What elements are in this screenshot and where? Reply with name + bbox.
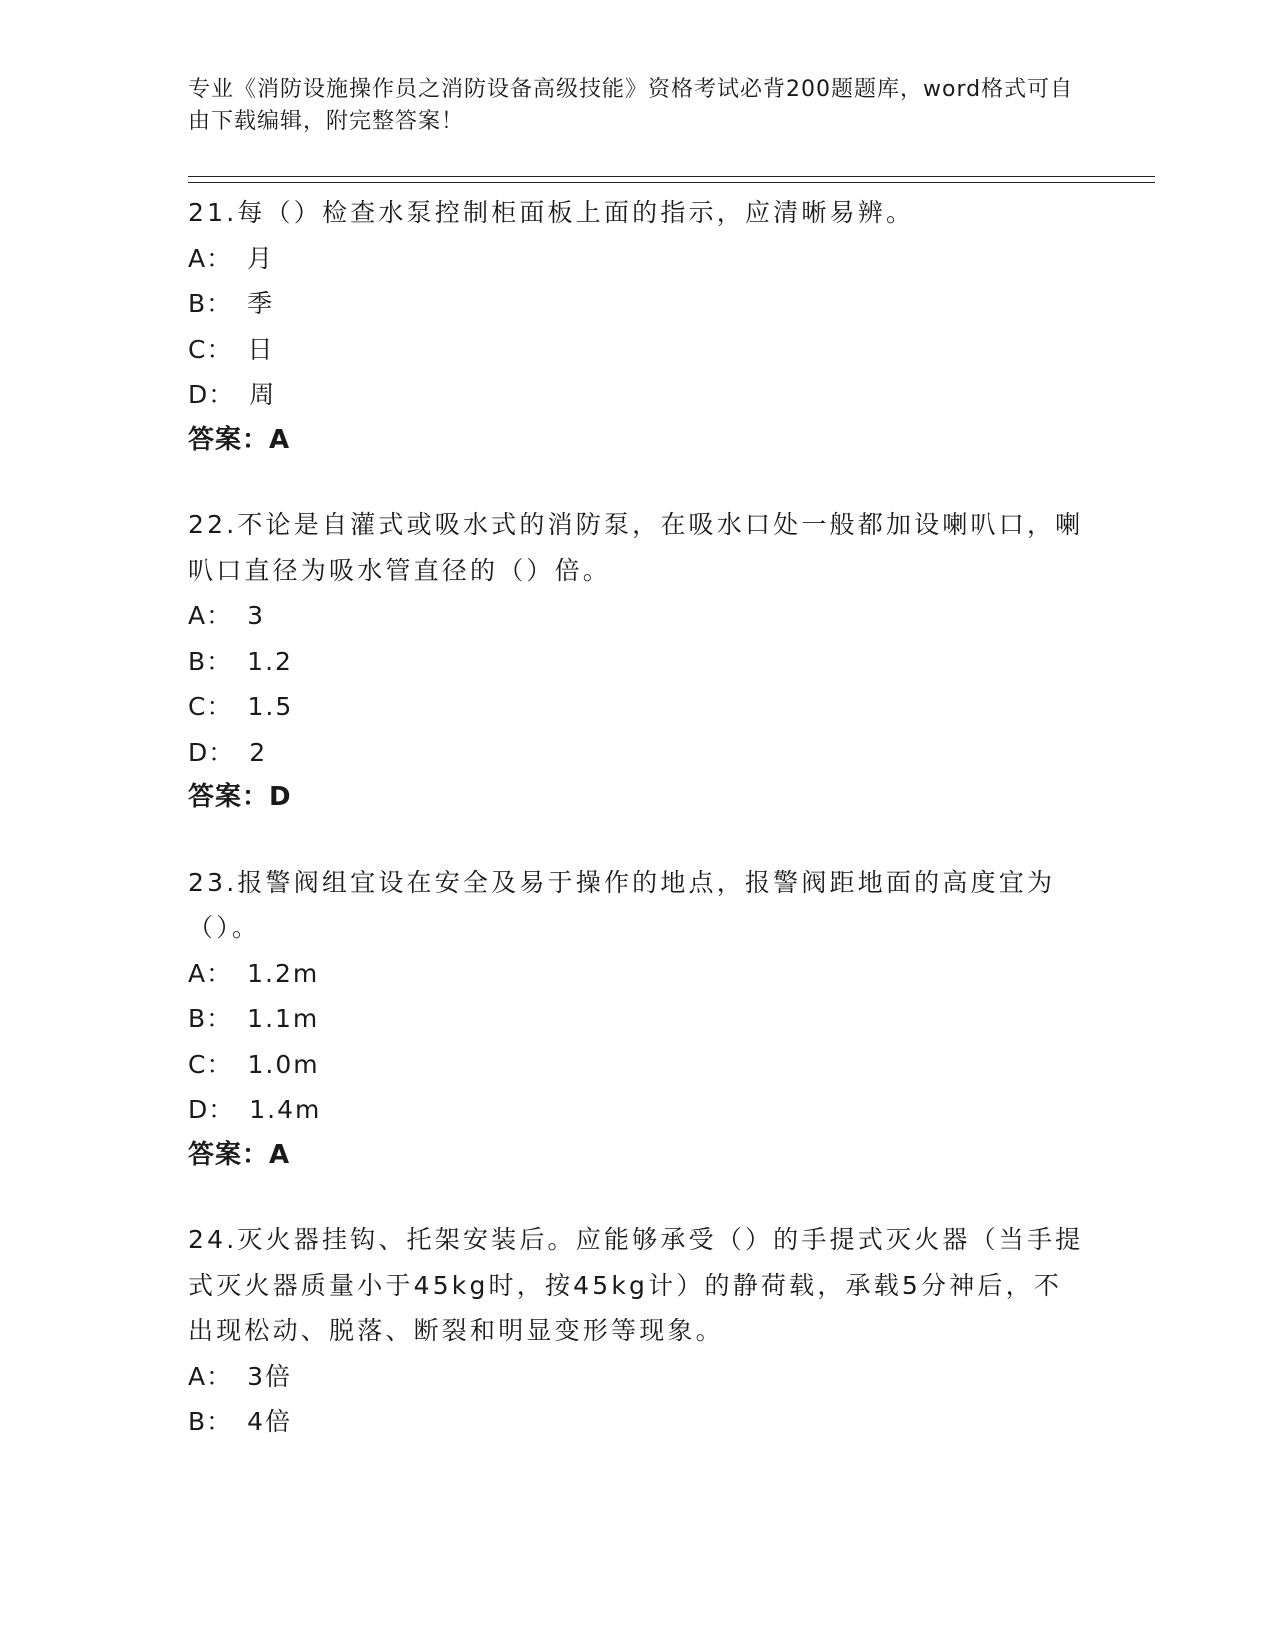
question-text: 23.报警阀组宜设在安全及易于操作的地点，报警阀距地面的高度宜为（）。	[188, 867, 1056, 942]
option-key: A	[188, 958, 207, 988]
question-text: 21.每（）检查水泵控制柜面板上面的指示，应清晰易辨。	[188, 198, 915, 227]
question-text: 22.不论是自灌式或吸水式的消防泵，在吸水口处一般都加设喇叭口，喇叭口直径为吸水管直径的（）倍。	[188, 510, 1084, 585]
option-value: 季	[247, 289, 275, 318]
option-d: D： 1.4m	[188, 1095, 322, 1124]
option-value: 1.5	[247, 692, 294, 721]
option-value: 1.1m	[247, 1004, 320, 1033]
option-key: A	[188, 1361, 207, 1391]
option-c: C： 1.0m	[188, 1049, 320, 1079]
option-a: A： 月	[188, 243, 275, 273]
question-21	[188, 190, 1088, 463]
option-key: B	[188, 1004, 207, 1033]
option-key: D	[188, 1095, 209, 1124]
option-value: 1.2m	[247, 958, 320, 988]
option-value: 3	[247, 601, 266, 630]
header-divider-top	[188, 176, 1155, 177]
option-b: B： 4倍	[188, 1407, 293, 1436]
option-d: D： 周	[188, 380, 277, 409]
answer-line	[188, 1133, 1088, 1179]
answer-value: A	[269, 1139, 291, 1170]
answer-value: D	[269, 782, 292, 812]
question-22	[188, 502, 1088, 821]
option-c: C： 1.5	[188, 692, 294, 721]
question-23	[188, 860, 1088, 1179]
option-value: 周	[249, 380, 277, 409]
option-b: B： 1.1m	[188, 1004, 320, 1033]
option-b: B： 季	[188, 289, 275, 318]
option-key: D	[188, 737, 209, 767]
option-key: D	[188, 380, 209, 409]
option-key: B	[188, 289, 207, 318]
answer-label: 答案：	[188, 1139, 270, 1170]
option-key: A	[188, 243, 207, 273]
option-value: 4倍	[247, 1407, 293, 1436]
option-key: A	[188, 601, 207, 630]
option-value: 3倍	[247, 1361, 293, 1391]
question-list	[188, 190, 1088, 1484]
question-text: 24.灭火器挂钩、托架安装后。应能够承受（）的手提式灭火器（当手提式灭火器质量小于45kg时，按45kg计）的静荷载，承载5分神后，不出现松动、脱落、断裂和明显变形等现象。	[188, 1225, 1084, 1345]
document-header: 专业《消防设施操作员之消防设备高级技能》资格考试必背200题题库，word格式可自由下载编辑，附完整答案！	[188, 77, 1074, 134]
option-value: 月	[247, 243, 275, 273]
option-a: A： 3倍	[188, 1361, 293, 1391]
option-d: D： 2	[188, 737, 268, 767]
answer-line	[188, 775, 1088, 821]
option-value: 1.0m	[247, 1049, 320, 1079]
option-value: 1.4m	[249, 1095, 322, 1124]
option-key: B	[188, 1407, 207, 1436]
answer-label: 答案：	[188, 782, 270, 812]
answer-label: 答案：	[188, 424, 270, 455]
option-value: 1.2	[247, 646, 293, 676]
question-24	[188, 1217, 1088, 1445]
option-b: B： 1.2	[188, 646, 293, 676]
option-key: C	[188, 334, 207, 364]
answer-value: A	[269, 424, 291, 455]
option-key: C	[188, 692, 207, 721]
option-key: C	[188, 1049, 207, 1079]
option-value: 2	[249, 737, 268, 767]
option-c: C： 日	[188, 334, 275, 364]
answer-line	[188, 418, 1088, 464]
option-a: A： 3	[188, 601, 266, 630]
option-a: A： 1.2m	[188, 958, 320, 988]
option-value: 日	[247, 334, 275, 364]
option-key: B	[188, 646, 207, 676]
header-divider-bottom	[188, 182, 1155, 183]
